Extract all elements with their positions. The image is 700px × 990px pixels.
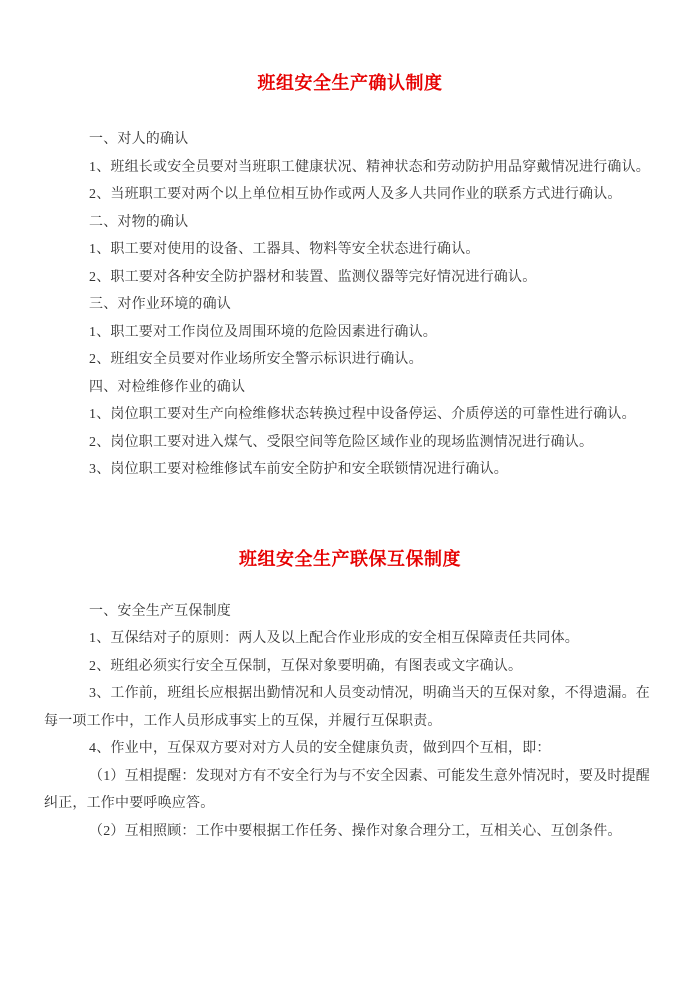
section-title-mutual-protection-system: 班组安全生产联保互保制度 xyxy=(239,548,461,569)
doc-line: 一、安全生产互保制度 xyxy=(89,603,231,619)
doc-line: 每一项工作中，工作人员形成事实上的互保，并履行互保职责。 xyxy=(44,713,442,729)
doc-line: 1、互保结对子的原则：两人及以上配合作业形成的安全相互保障责任共同体。 xyxy=(89,631,579,646)
doc-line: （2）互相照顾：工作中要根据工作任务、操作对象合理分工，互相关心、互创条件。 xyxy=(89,823,622,839)
doc-line: 二、对物的确认 xyxy=(89,214,189,230)
doc-line: 纠正，工作中要呼唤应答。 xyxy=(44,796,215,811)
doc-line: 3、岗位职工要对检维修试车前安全防护和安全联锁情况进行确认。 xyxy=(89,462,508,477)
doc-line: （1）互相提醒：发现对方有不安全行为与不安全因素、可能发生意外情况时，要及时提醒 xyxy=(89,768,650,784)
section-body-confirmation-system xyxy=(44,126,656,484)
doc-line: 三、对作业环境的确认 xyxy=(89,297,231,312)
doc-line: 四、对检维修作业的确认 xyxy=(89,379,246,395)
doc-line: 4、作业中，互保双方要对对方人员的安全健康负责，做到四个互相，即： xyxy=(89,741,551,756)
doc-line: 1、班组长或安全员要对当班职工健康状况、精神状态和劳动防护用品穿戴情况进行确认。 xyxy=(89,159,650,175)
doc-line: 2、班组安全员要对作业场所安全警示标识进行确认。 xyxy=(89,352,423,367)
section-body-mutual-protection-system xyxy=(44,598,656,846)
section-title-confirmation-system: 班组安全生产确认制度 xyxy=(257,73,443,93)
doc-line: 一、对人的确认 xyxy=(89,132,189,147)
doc-line: 2、职工要对各种安全防护器材和装置、监测仪器等完好情况进行确认。 xyxy=(89,269,537,285)
doc-line: 1、职工要对工作岗位及周围环境的危险因素进行确认。 xyxy=(89,324,437,340)
section-confirmation-system xyxy=(44,70,656,484)
doc-line: 1、职工要对使用的设备、工器具、物料等安全状态进行确认。 xyxy=(89,242,480,257)
doc-line: 3、工作前，班组长应根据出勤情况和人员变动情况，明确当天的互保对象，不得遗漏。在 xyxy=(89,686,650,701)
doc-line: 2、班组必须实行安全互保制，互保对象要明确，有图表或文字确认。 xyxy=(89,658,523,674)
doc-line: 2、当班职工要对两个以上单位相互协作或两人及多人共同作业的联系方式进行确认。 xyxy=(89,187,622,202)
doc-line: 1、岗位职工要对生产向检维修状态转换过程中设备停运、介质停送的可靠性进行确认。 xyxy=(89,407,636,422)
doc-line: 2、岗位职工要对进入煤气、受限空间等危险区域作业的现场监测情况进行确认。 xyxy=(89,434,594,450)
section-mutual-protection-system xyxy=(44,546,656,846)
